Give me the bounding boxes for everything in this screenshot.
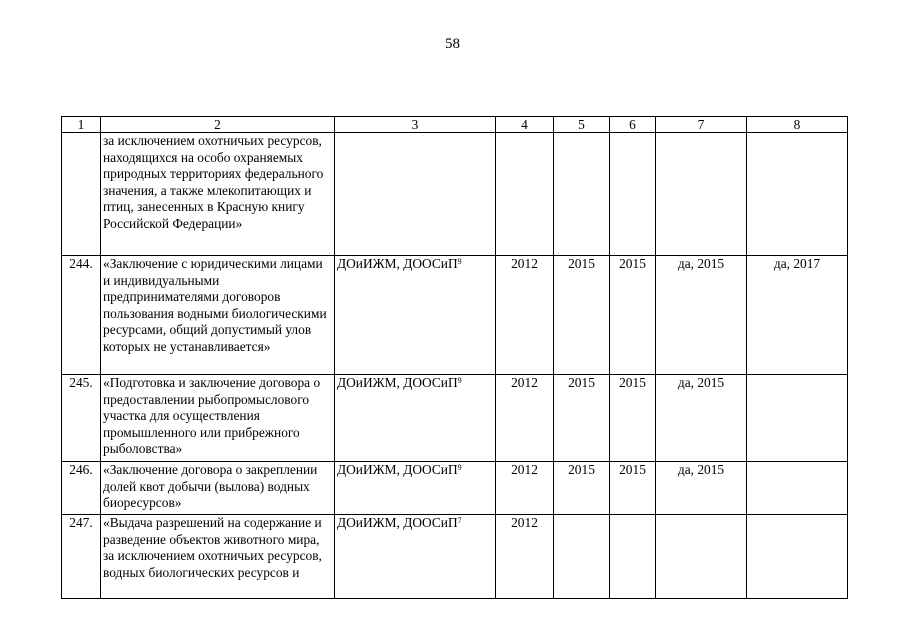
cell-col-7: [656, 133, 747, 256]
responsible-text: ДОиИЖМ, ДООСиП: [337, 256, 458, 271]
footnote-mark: 9: [457, 376, 462, 385]
table-row: [62, 462, 848, 515]
table-row: [62, 133, 848, 256]
responsible: [335, 515, 496, 599]
responsible: [335, 133, 496, 256]
service-name: за исключением охотничьих ресурсов, находящихся на особо охраняемых природных территориях федерального значения, а также млекопитающих и птиц, занесенных в Красную книгу Российской Федерации»: [101, 133, 335, 256]
header-col-4: 4: [496, 117, 554, 133]
table-row: [62, 256, 848, 375]
document-table: [61, 116, 848, 599]
table-row: [62, 375, 848, 462]
cell-col-6: 2015: [610, 462, 656, 515]
responsible-text: ДОиИЖМ, ДООСиП: [337, 515, 458, 530]
cell-col-4: 2012: [496, 462, 554, 515]
header-col-8: 8: [747, 117, 848, 133]
cell-col-8: [747, 375, 848, 462]
row-number: 246.: [62, 462, 101, 515]
responsible: [335, 375, 496, 462]
cell-col-4: 2012: [496, 256, 554, 375]
row-number: 247.: [62, 515, 101, 599]
cell-col-6: 2015: [610, 256, 656, 375]
service-name: «Выдача разрешений на содержание и разведение объектов животного мира, за исключением охотничьих ресурсов, водных биологических ресурсов и: [101, 515, 335, 599]
header-col-2: 2: [101, 117, 335, 133]
responsible-text: ДОиИЖМ, ДООСиП: [337, 375, 458, 390]
service-name: «Заключение договора о закреплении долей квот добычи (вылова) водных биоресурсов»: [101, 462, 335, 515]
cell-col-6: [610, 515, 656, 599]
footnote-mark: 7: [457, 516, 462, 525]
cell-col-6: 2015: [610, 375, 656, 462]
cell-col-8: [747, 133, 848, 256]
cell-col-6: [610, 133, 656, 256]
cell-col-8: да, 2017: [747, 256, 848, 375]
header-col-5: 5: [554, 117, 610, 133]
table-header-row: [62, 117, 848, 133]
service-name: «Подготовка и заключение договора о предоставлении рыбопромыслового участка для осуществления промышленного или прибрежного рыболовства»: [101, 375, 335, 462]
cell-col-4: 2012: [496, 515, 554, 599]
header-col-3: 3: [335, 117, 496, 133]
service-name: «Заключение с юридическими лицами и индивидуальными предпринимателями договоров пользования водными биологическими ресурсами, общий допустимый улов которых не устанавливается»: [101, 256, 335, 375]
footnote-mark: 9: [457, 463, 462, 472]
cell-col-5: [554, 515, 610, 599]
cell-col-5: 2015: [554, 462, 610, 515]
cell-col-7: да, 2015: [656, 375, 747, 462]
header-col-7: 7: [656, 117, 747, 133]
cell-col-5: 2015: [554, 256, 610, 375]
responsible-text: ДОиИЖМ, ДООСиП: [337, 462, 458, 477]
page-number: 58: [445, 36, 460, 52]
footnote-mark: 9: [457, 257, 462, 266]
cell-col-8: [747, 515, 848, 599]
responsible: [335, 462, 496, 515]
cell-col-5: [554, 133, 610, 256]
cell-col-7: [656, 515, 747, 599]
row-number: 245.: [62, 375, 101, 462]
cell-col-8: [747, 462, 848, 515]
cell-col-5: 2015: [554, 375, 610, 462]
cell-col-7: да, 2015: [656, 256, 747, 375]
row-number: [62, 133, 101, 256]
table-row: [62, 515, 848, 599]
cell-col-4: 2012: [496, 375, 554, 462]
header-col-6: 6: [610, 117, 656, 133]
header-col-1: 1: [62, 117, 101, 133]
cell-col-7: да, 2015: [656, 462, 747, 515]
responsible: [335, 256, 496, 375]
row-number: 244.: [62, 256, 101, 375]
cell-col-4: [496, 133, 554, 256]
